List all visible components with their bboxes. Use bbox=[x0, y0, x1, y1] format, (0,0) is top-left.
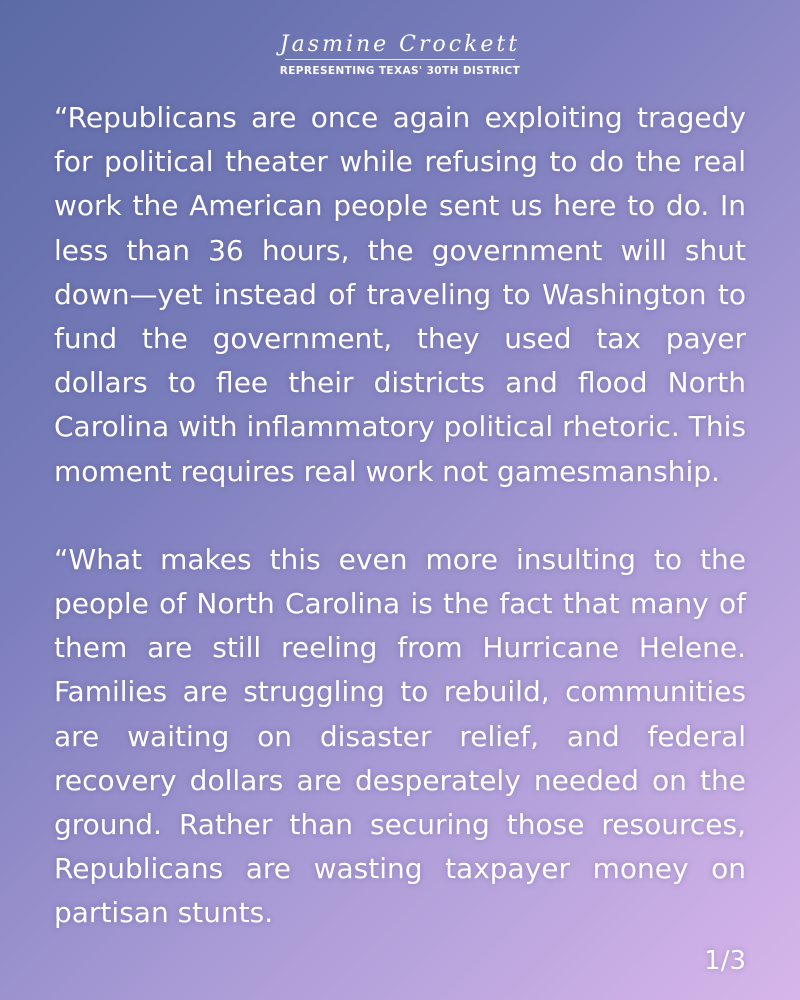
district-tagline: REPRESENTING TEXAS' 30TH DISTRICT bbox=[279, 65, 521, 77]
signature-logo: Jasmine Crockett bbox=[279, 32, 521, 57]
header bbox=[0, 32, 800, 77]
statement-body bbox=[54, 96, 746, 936]
page-indicator: 1/3 bbox=[704, 946, 746, 976]
statement-paragraph-2: “What makes this even more insulting to the people of North Carolina is the fact that many of them are still reeling from Hurricane Helene. Families are struggling to rebuild, communities are waiting on disaster relief, and federal recovery dollars are desperately needed on the ground. Rather than securing those resources, Republicans are wasting taxpayer money on partisan stunts. bbox=[54, 542, 746, 930]
signature-underline bbox=[285, 59, 515, 60]
statement-paragraph-1: “Republicans are once again exploiting tragedy for political theater while refusing to do the real work the American people sent us here to do. In less than 36 hours, the government will shut down—yet instead of traveling to Washington to fund the government, they used tax payer dollars to flee their districts and flood North Carolina with inflammatory political rhetoric. This moment requires real work not gamesmanship. bbox=[54, 101, 746, 488]
